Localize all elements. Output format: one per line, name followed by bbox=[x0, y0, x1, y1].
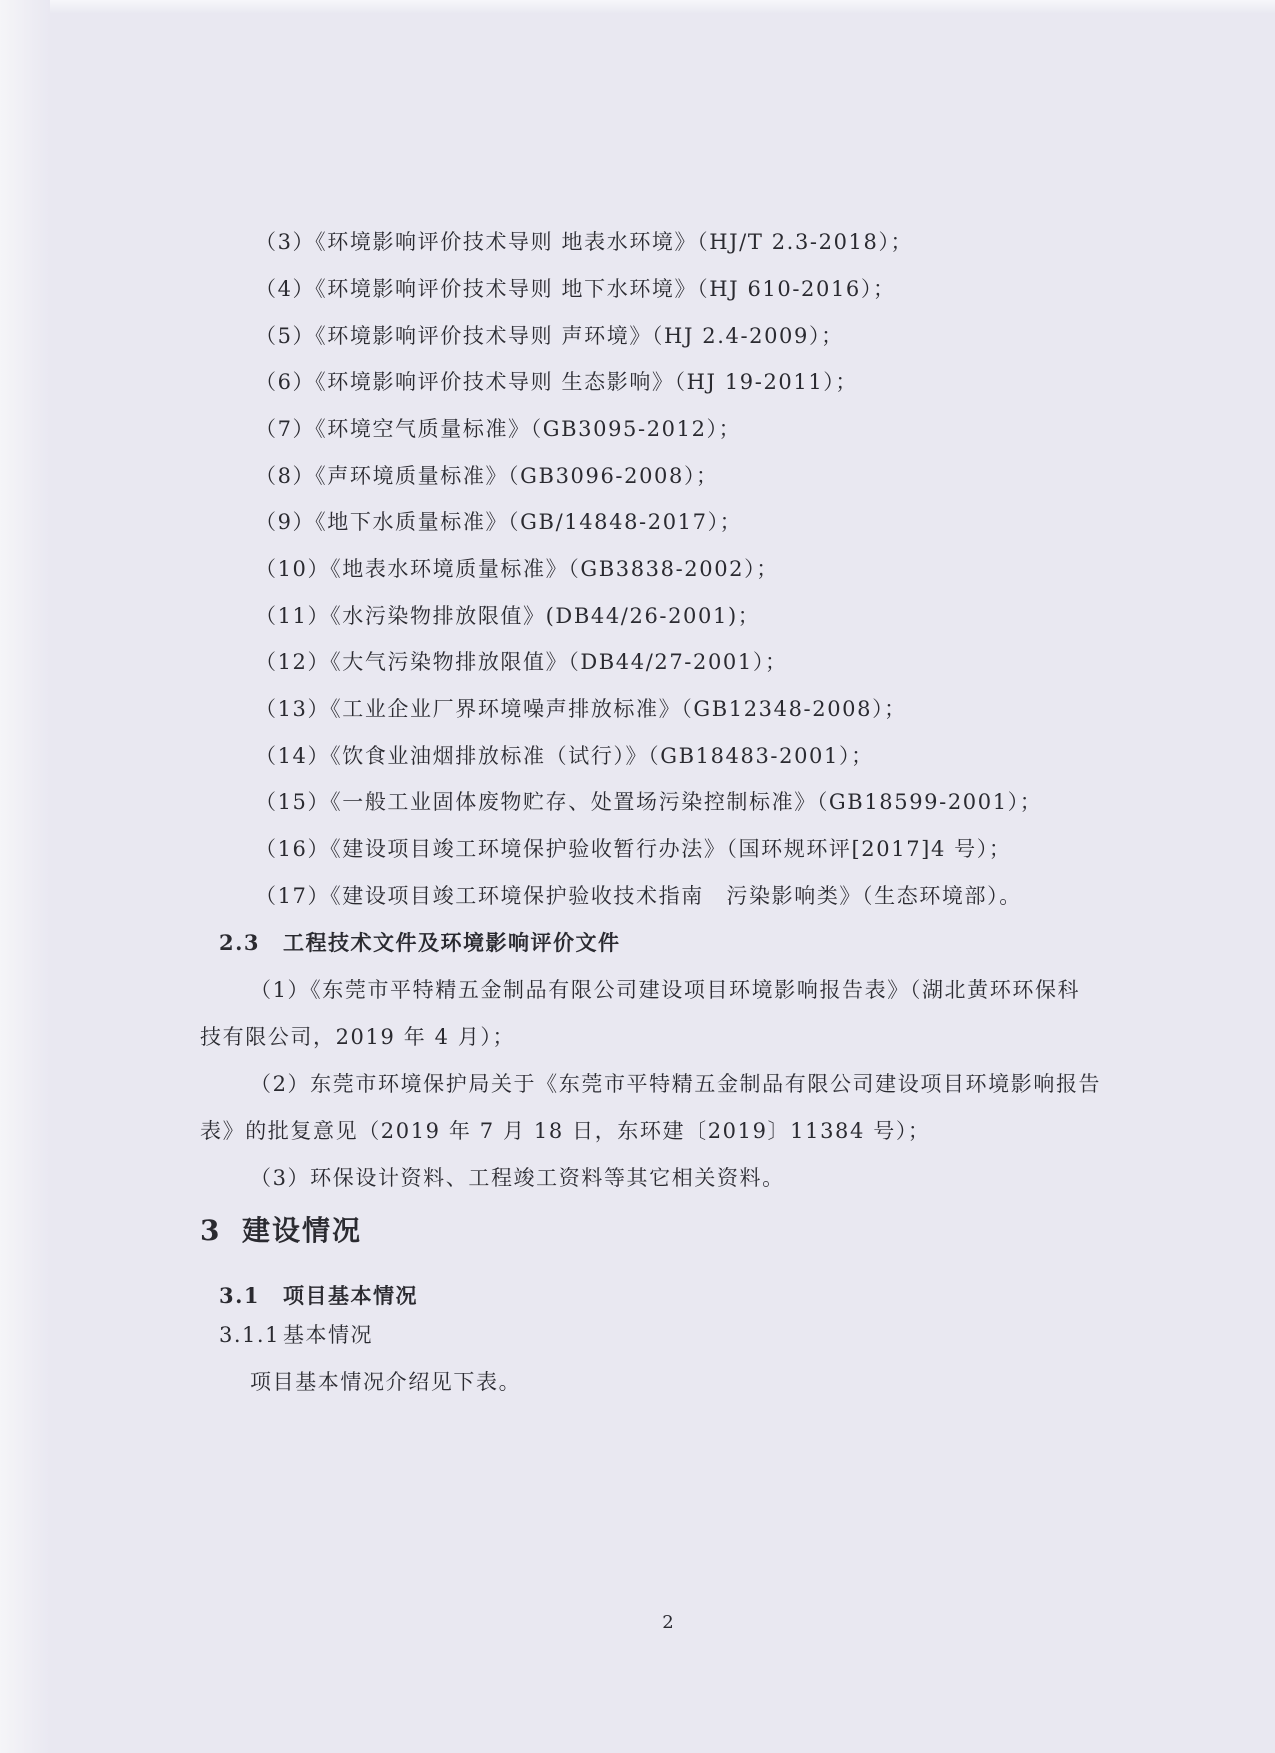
page-number: 2 bbox=[662, 1612, 674, 1633]
reference-item-9: （9）《地下水质量标准》（GB/14848-2017）； bbox=[255, 510, 743, 534]
section-heading-3-1 bbox=[219, 1282, 418, 1310]
doc-item-1-line-2: 技有限公司，2019 年 4 月）； bbox=[200, 1025, 516, 1049]
subsection-heading-3-1-1 bbox=[219, 1321, 373, 1349]
reference-item-16: （16）《建设项目竣工环境保护验收暂行办法》（国环规环评[2017]4 号）； bbox=[255, 837, 1012, 861]
reference-item-10: （10）《地表水环境质量标准》（GB3838-2002）； bbox=[255, 557, 779, 581]
chapter-heading-3 bbox=[200, 1213, 362, 1249]
intro-paragraph: 项目基本情况介绍见下表。 bbox=[250, 1370, 522, 1394]
doc-item-2-line-1: （2）东莞市环境保护局关于《东莞市平特精五金制品有限公司建设项目环境影响报告 bbox=[250, 1072, 1102, 1096]
reference-item-8: （8）《声环境质量标准》（GB3096-2008）； bbox=[255, 464, 719, 488]
doc-item-1-line-1: （1）《东莞市平特精五金制品有限公司建设项目环境影响报告表》（湖北黄环环保科 bbox=[250, 978, 1081, 1002]
section-number: 3.1 bbox=[219, 1283, 261, 1308]
reference-item-4: （4）《环境影响评价技术导则 地下水环境》（HJ 610-2016）； bbox=[255, 277, 896, 301]
reference-item-13: （13）《工业企业厂界环境噪声排放标准》（GB12348-2008）； bbox=[255, 697, 907, 721]
chapter-title: 建设情况 bbox=[242, 1214, 363, 1247]
reference-item-15: （15）《一般工业固体废物贮存、处置场污染控制标准》（GB18599-2001）； bbox=[255, 790, 1043, 814]
reference-item-6: （6）《环境影响评价技术导则 生态影响》（HJ 19-2011）； bbox=[255, 370, 859, 394]
section-number: 2.3 bbox=[219, 930, 261, 955]
subsection-title: 基本情况 bbox=[283, 1323, 373, 1347]
reference-item-7: （7）《环境空气质量标准》（GB3095-2012）； bbox=[255, 417, 742, 441]
section-title: 工程技术文件及环境影响评价文件 bbox=[283, 930, 621, 955]
reference-item-5: （5）《环境影响评价技术导则 声环境》（HJ 2.4-2009）； bbox=[255, 324, 844, 348]
subsection-number: 3.1.1 bbox=[219, 1323, 280, 1347]
reference-item-14: （14）《饮食业油烟排放标准（试行）》（GB18483-2001）； bbox=[255, 744, 874, 768]
section-title: 项目基本情况 bbox=[283, 1283, 418, 1308]
reference-item-11: （11）《水污染物排放限值》(DB44/26-2001)； bbox=[255, 604, 761, 628]
reference-item-12: （12）《大气污染物排放限值》（DB44/27-2001）； bbox=[255, 650, 788, 674]
doc-item-3-line-1: （3）环保设计资料、工程竣工资料等其它相关资料。 bbox=[250, 1166, 785, 1190]
chapter-number: 3 bbox=[200, 1214, 222, 1247]
section-heading-2-3 bbox=[219, 929, 621, 957]
doc-item-2-line-2: 表》的批复意见（2019 年 7 月 18 日，东环建〔2019〕11384 号）； bbox=[200, 1119, 931, 1143]
reference-item-17: （17）《建设项目竣工环境保护验收技术指南 污染影响类》（生态环境部）。 bbox=[255, 884, 1022, 908]
reference-item-3: （3）《环境影响评价技术导则 地表水环境》（HJ/T 2.3-2018）； bbox=[255, 230, 914, 254]
